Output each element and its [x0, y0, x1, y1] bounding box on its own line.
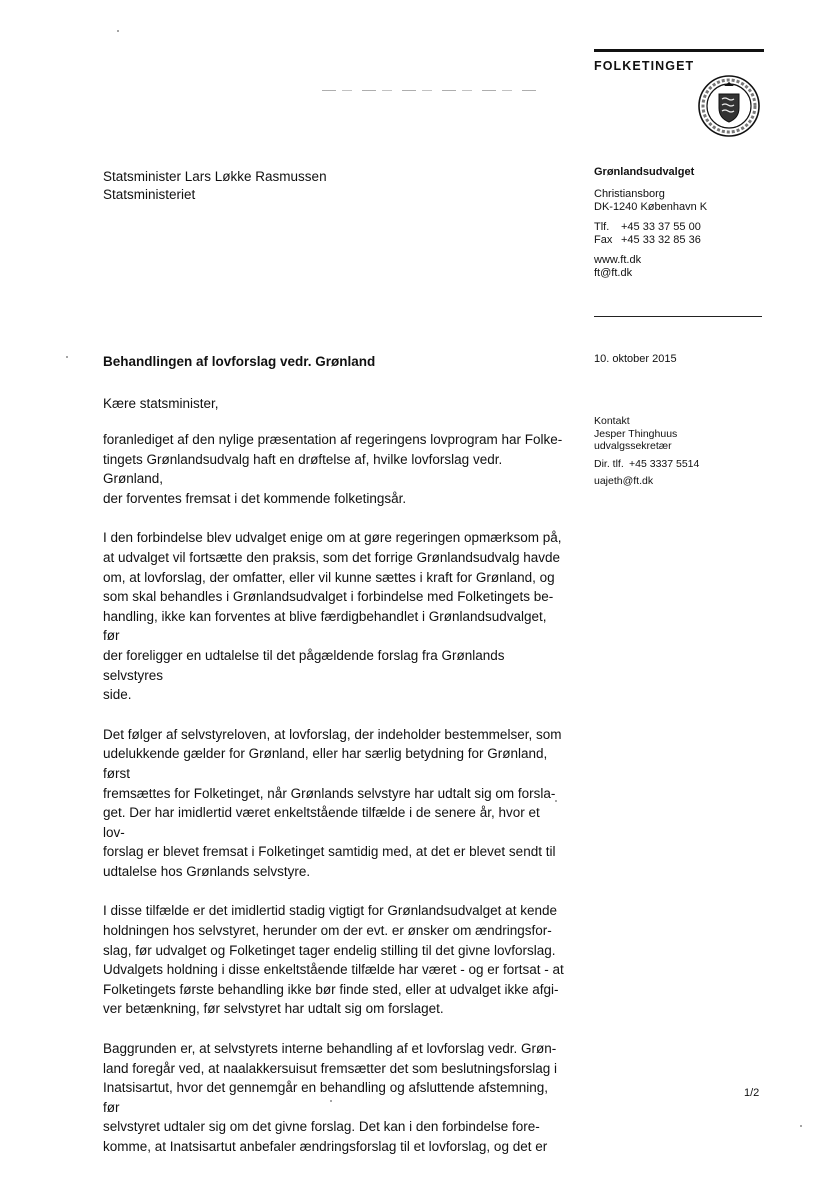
scan-artifact-line	[322, 90, 538, 91]
recipient-office: Statsministeriet	[103, 187, 196, 202]
committee-tel-row	[594, 221, 769, 235]
tel-value: +45 33 37 55 00	[621, 220, 701, 233]
fax-value: +45 33 32 85 36	[621, 234, 701, 246]
committee-address-line2: DK-1240 København K	[594, 201, 708, 213]
organization-name: FOLKETINGET	[594, 59, 695, 73]
paragraph: Det følger af selvstyreloven, at lovforslag, der indeholder bestemmelser, som udelukkende gælder for Grønland, eller har særlig betydning for Grønland, først fremsættes for Folketinget, når Grønlands selvstyre har udtalt sig om forsla- get. Der har imidlertid været enkeltstående tilfælde i de senere år, hvor et lov- forslag er blevet fremsat i Folketinget samtidig med, at det er blevet sendt til udtalelse hos Grønlands selvstyre.	[103, 726, 562, 879]
contact-phone-row	[594, 458, 699, 471]
contact-name: Jesper Thinghuus	[594, 427, 678, 440]
dir-phone-value: +45 3337 5514	[629, 457, 700, 470]
scan-speck	[330, 1100, 332, 1102]
committee-email: ft@ft.dk	[594, 267, 633, 279]
tel-label: Tlf.	[594, 220, 610, 233]
recipient-block	[103, 168, 327, 204]
paragraph: foranlediget af den nylige præsentation af regeringens lovprogram har Folke- tingets Grønlandsudvalg haft en drøftelse af, hvilke lovforslag vedr. Grønland, der forventes fremsat i det kommende folketingsår.	[103, 432, 563, 506]
paragraph: I disse tilfælde er det imidlertid stadig vigtigt for Grønlandsudvalget at kende holdningen hos selvstyret, herunder om der evt. er ønsker om ændringsfor- slag, før udvalget og Folketinget tager endelig stilling til det givne lovforslag. Udvalgets holdning i disse enkeltstående tilfælde har været - og er fortsat - at Folketingets første behandling ikke bør finde sted, eller at udvalget ikke afgi- ver betænkning, før selvstyret har udtalt sig om forslaget.	[103, 903, 564, 1017]
contact-role: udvalgssekretær	[594, 440, 672, 452]
letter-salutation: Kære statsminister,	[103, 396, 219, 411]
letter-date: 10. oktober 2015	[594, 353, 677, 365]
committee-name: Grønlandsudvalget	[594, 166, 695, 178]
committee-fax-row	[594, 234, 769, 248]
letter-subject: Behandlingen af lovforslag vedr. Grønland	[103, 354, 376, 369]
contact-block	[594, 415, 699, 488]
committee-block	[594, 166, 769, 281]
contact-label: Kontakt	[594, 415, 630, 427]
sidebar-rule	[594, 316, 762, 317]
header-top-rule	[594, 49, 764, 52]
scan-speck	[555, 800, 557, 802]
folketinget-seal-icon	[697, 74, 761, 138]
paragraph: Baggrunden er, at selvstyrets interne behandling af et lovforslag vedr. Grøn- land foregår ved, at naalakkersuisut fremsætter det som beslutningsforslag i Inatsisartut, hvor det gennemgår en behandling og afsluttende afstemning, før selvstyret udtaler sig om det givne forslag. Det kan i den forbindelse fore- komme, at Inatsisartut anbefaler ændringsforslag til et lovforslag, og det er	[103, 1041, 557, 1154]
scan-speck	[117, 30, 119, 32]
dir-phone-label: Dir. tlf.	[594, 457, 624, 470]
letter-body	[103, 430, 565, 1177]
contact-email: uajeth@ft.dk	[594, 475, 654, 487]
scan-speck	[66, 356, 68, 358]
fax-label: Fax	[594, 234, 613, 246]
paragraph: I den forbindelse blev udvalget enige om at gøre regeringen opmærksom på, at udvalget vil fortsætte den praksis, som det forrige Grønlandsudvalg havde om, at lovforslag, der omfatter, eller vil kunne sættes i kraft for Grønland, og som skal behandles i Grønlandsudvalget i forbindelse med Folketingets be- handling, ikke kan forventes at blive færdigbehandlet i Grønlandsudvalget, før der foreligger en udtalelse til det pågældende forslag fra Grønlands selvstyres side.	[103, 530, 562, 703]
page-number: 1/2	[744, 1087, 760, 1099]
recipient-name: Statsminister Lars Løkke Rasmussen	[103, 169, 327, 184]
committee-address-line1: Christiansborg	[594, 187, 665, 200]
scan-speck	[800, 1125, 802, 1127]
committee-web: www.ft.dk	[594, 253, 642, 266]
